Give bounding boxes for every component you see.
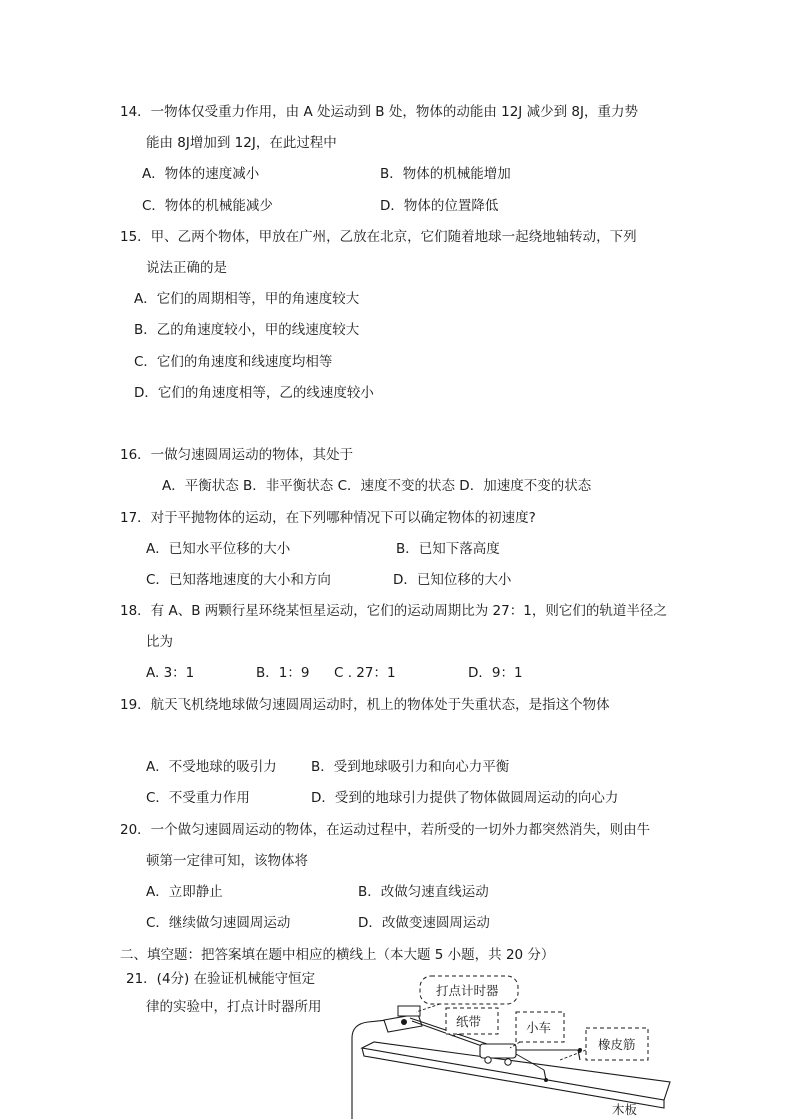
q15-stem-line1: 15．甲、乙两个物体，甲放在广州，乙放在北京，它们随着地球一起绕地轴转动，下列 xyxy=(120,229,637,245)
q20-stem-line1: 20．一个做匀速圆周运动的物体，在运动过程中，若所受的一切外力都突然消失，则由牛 xyxy=(120,822,651,838)
q14-option-c: C．物体的机械能减少 xyxy=(142,198,273,214)
q19-stem: 19．航天飞机绕地球做匀速圆周运动时，机上的物体处于失重状态，是指这个物体 xyxy=(120,697,610,713)
power-cord xyxy=(352,1020,388,1119)
q20-option-d: D．改做变速圆周运动 xyxy=(358,915,490,931)
q21-stem-line1: 21．(4分) 在验证机械能守恒定 xyxy=(126,971,316,987)
q19-option-b: B．受到地球吸引力和向心力平衡 xyxy=(311,759,510,775)
section2-heading: 二、填空题：把答案填在题中相应的横线上（本大题 5 小题，共 20 分） xyxy=(120,947,555,963)
q14-option-a: A．物体的速度减小 xyxy=(142,166,260,182)
q15-option-c: C．它们的角速度和线速度均相等 xyxy=(134,354,333,370)
label-rubber-band: 橡皮筋 xyxy=(598,1037,636,1052)
q18-option-a: A. 3：1 xyxy=(146,665,195,681)
q16-stem: 16．一做匀速圆周运动的物体，其处于 xyxy=(120,447,354,463)
q17-option-d: D．已知位移的大小 xyxy=(393,572,512,588)
q20-option-c: C．继续做匀速圆周运动 xyxy=(146,915,291,931)
label-cart: 小车 xyxy=(526,1020,552,1035)
q16-options: A．平衡状态 B．非平衡状态 C．速度不变的状态 D．加速度不变的状态 xyxy=(162,478,592,494)
q20-option-a: A．立即静止 xyxy=(146,884,223,900)
q21-stem-line2: 律的实验中，打点计时器所用 xyxy=(146,999,322,1015)
q17-option-b: B．已知下落高度 xyxy=(396,541,500,557)
q18-stem-line1: 18．有 A、B 两颗行星环绕某恒星运动，它们的运动周期比为 27：1，则它们的轨道半径之 xyxy=(120,603,667,619)
cart xyxy=(480,1044,516,1058)
experiment-apparatus-diagram xyxy=(348,968,678,1119)
q17-stem: 17．对于平抛物体的运动，在下列哪种情况下可以确定物体的初速度? xyxy=(120,510,536,526)
q14-option-d: D．物体的位置降低 xyxy=(380,198,499,214)
q15-stem-line2: 说法正确的是 xyxy=(146,260,227,276)
q15-option-d: D．它们的角速度相等，乙的线速度较小 xyxy=(134,385,374,401)
q15-option-a: A．它们的周期相等，甲的角速度较大 xyxy=(134,291,360,307)
q19-option-c: C．不受重力作用 xyxy=(146,790,250,806)
q14-stem-line2: 能由 8J增加到 12J，在此过程中 xyxy=(146,135,337,151)
q18-option-c: C . 27：1 xyxy=(334,665,396,681)
q18-option-b: B．1：9 xyxy=(256,665,310,681)
q14-stem-line1: 14．一物体仅受重力作用，由 A 处运动到 B 处，物体的动能由 12J 减少到 8J，重力势 xyxy=(120,104,638,120)
q15-option-b: B．乙的角速度较小，甲的线速度较大 xyxy=(134,322,360,338)
q19-option-a: A．不受地球的吸引力 xyxy=(146,759,277,775)
label-tape: 纸带 xyxy=(456,1014,482,1029)
q17-option-a: A．已知水平位移的大小 xyxy=(146,541,291,557)
label-timer: 打点计时器 xyxy=(436,983,499,998)
q18-option-d: D．9：1 xyxy=(468,665,523,681)
q17-option-c: C．已知落地速度的大小和方向 xyxy=(146,572,331,588)
q18-stem-line2: 比为 xyxy=(146,634,173,650)
label-board: 木板 xyxy=(612,1102,638,1117)
q14-option-b: B．物体的机械能增加 xyxy=(380,166,511,182)
q19-option-d: D．受到的地球引力提供了物体做圆周运动的向心力 xyxy=(311,790,619,806)
rubber-band xyxy=(516,1050,578,1070)
q20-option-b: B．改做匀速直线运动 xyxy=(358,884,489,900)
q20-stem-line2: 顿第一定律可知，该物体将 xyxy=(146,853,308,869)
